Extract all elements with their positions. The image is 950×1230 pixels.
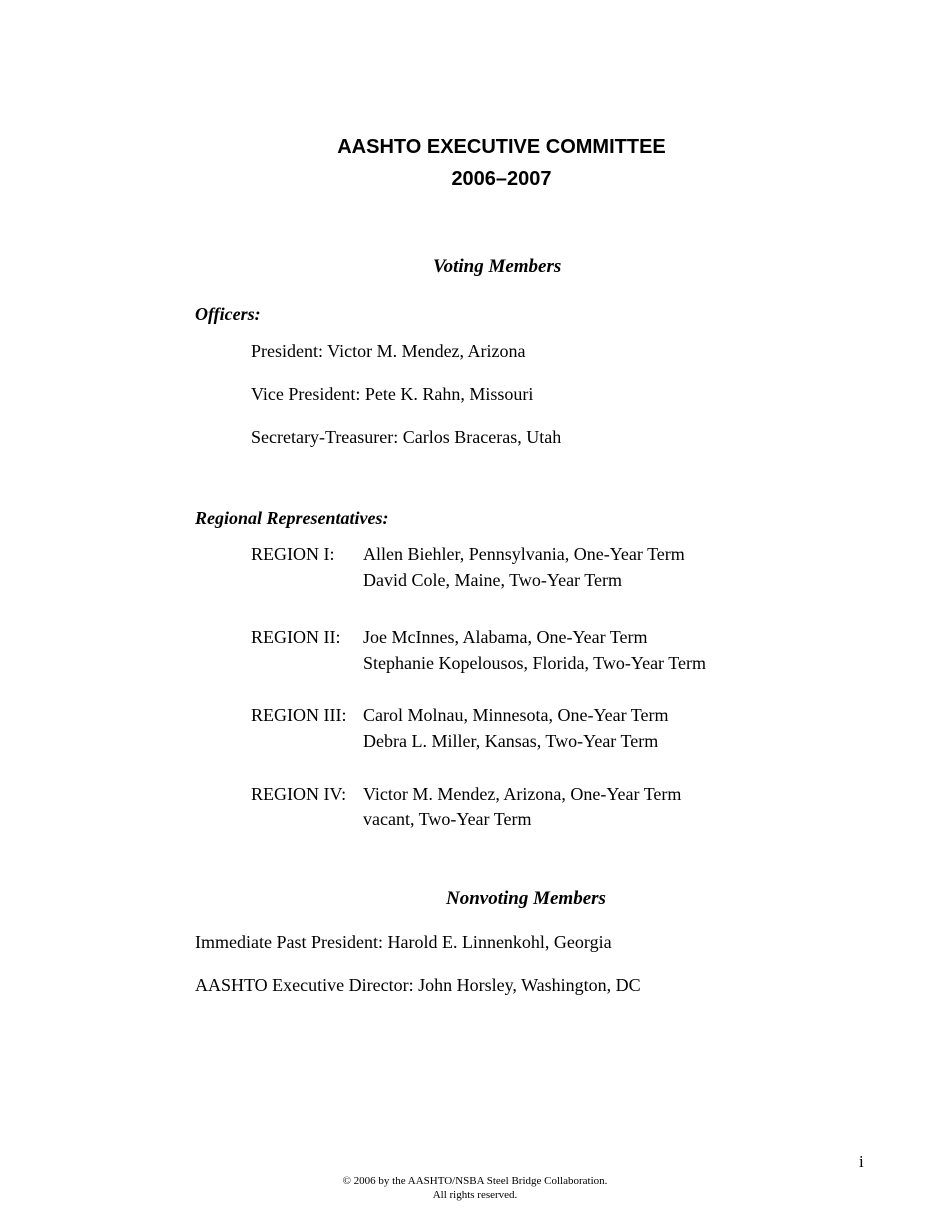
nonvoting-executive-director: AASHTO Executive Director: John Horsley, Washington, DC	[195, 975, 641, 995]
region-member: vacant, Two-Year Term	[363, 809, 532, 829]
officer-vice-president: Vice President: Pete K. Rahn, Missouri	[251, 384, 534, 404]
region-label: REGION II:	[251, 627, 341, 647]
officers-heading: Officers:	[195, 304, 261, 324]
document-title: AASHTO EXECUTIVE COMMITTEE	[337, 136, 666, 158]
officer-president: President: Victor M. Mendez, Arizona	[251, 341, 526, 361]
region-member: Joe McInnes, Alabama, One-Year Term	[363, 627, 648, 647]
region-member: Victor M. Mendez, Arizona, One-Year Term	[363, 784, 682, 804]
region-member: Stephanie Kopelousos, Florida, Two-Year Term	[363, 653, 706, 673]
nonvoting-past-president: Immediate Past President: Harold E. Linnenkohl, Georgia	[195, 932, 612, 952]
region-label: REGION I:	[251, 544, 335, 564]
document-years: 2006–2007	[451, 168, 552, 190]
region-member: Allen Biehler, Pennsylvania, One-Year Term	[363, 544, 685, 564]
voting-members-heading: Voting Members	[433, 256, 562, 277]
region-member: Carol Molnau, Minnesota, One-Year Term	[363, 705, 669, 725]
region-member: Debra L. Miller, Kansas, Two-Year Term	[363, 731, 659, 751]
copyright-notice: © 2006 by the AASHTO/NSBA Steel Bridge Collaboration.	[342, 1175, 608, 1187]
regional-representatives-heading: Regional Representatives:	[195, 508, 389, 528]
region-label: REGION IV:	[251, 784, 347, 804]
region-label: REGION III:	[251, 705, 347, 725]
nonvoting-members-heading: Nonvoting Members	[446, 888, 606, 909]
rights-reserved-notice: All rights reserved.	[432, 1189, 518, 1201]
region-member: David Cole, Maine, Two-Year Term	[363, 570, 622, 590]
officer-secretary-treasurer: Secretary-Treasurer: Carlos Braceras, Utah	[251, 427, 562, 447]
page-number: i	[859, 1152, 864, 1171]
